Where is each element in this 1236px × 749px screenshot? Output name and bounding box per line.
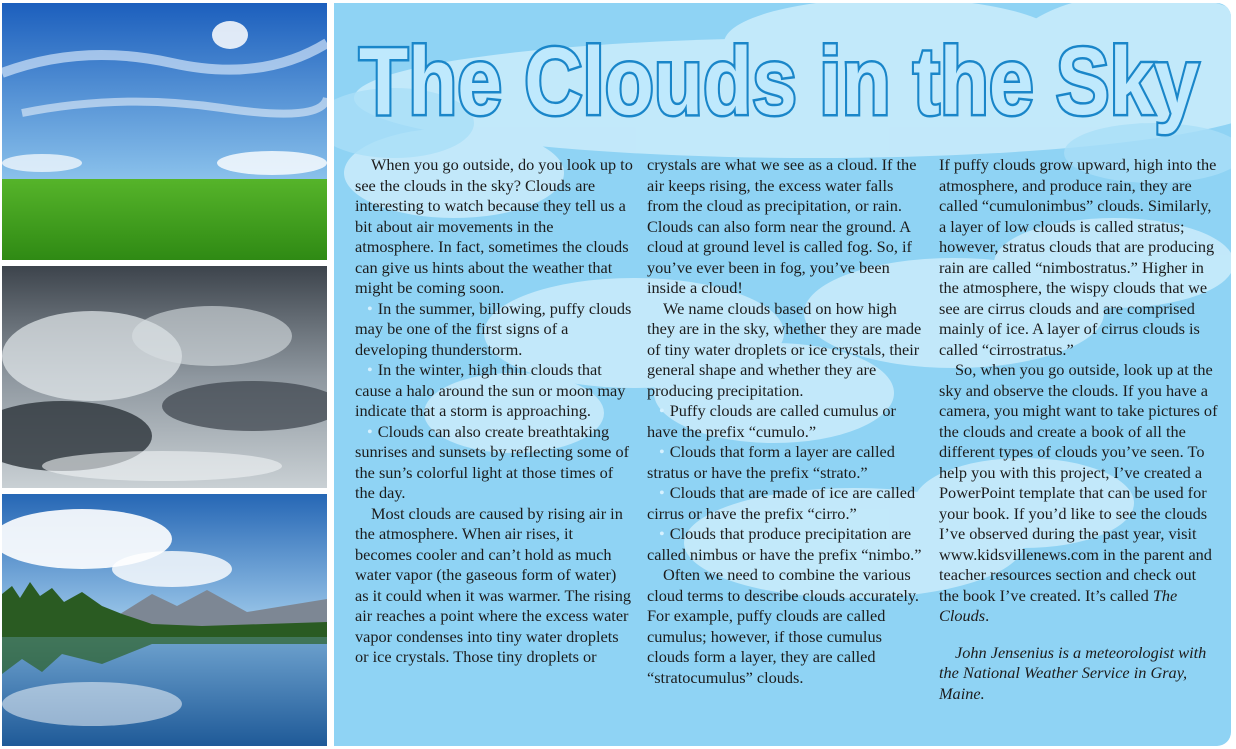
paragraph bbox=[355, 360, 633, 422]
paragraph-text: If puffy clouds grow upward, high into the atmosphere, and produce rain, they are called “cumulonimbus” clouds. Similarly, a layer of low clouds is called stratus; however, stratus clouds that are producing rain are called “nimbostratus.” Higher in the atmosphere, the wispy clouds that we see are cirrus clouds and are comprised mainly of ice. A layer of cirrus clouds is called “cirrostratus.” bbox=[939, 155, 1217, 359]
paragraph-text: Clouds that are made of ice are called cirrus or have the prefix “cirro.” bbox=[647, 483, 916, 523]
bullet-icon: • bbox=[659, 483, 665, 502]
book-title: The Clouds bbox=[939, 585, 1178, 625]
paragraph bbox=[647, 401, 927, 442]
bullet-icon: • bbox=[659, 442, 665, 461]
paragraph-text: In the winter, high thin clouds that cause a halo around the sun or moon may indicate that a storm is approaching. bbox=[355, 360, 626, 420]
paragraph bbox=[355, 422, 633, 504]
paragraph-text: Clouds that produce precipitation are called nimbus or have the prefix “nimbo.” bbox=[647, 524, 922, 564]
bullet-icon: • bbox=[659, 524, 665, 543]
paragraph-text: Often we need to combine the various cloud terms to describe clouds accurately. For example, puffy clouds are called cumulus; however, if those cumulus clouds form a layer, they are called “stratocumulus” clouds. bbox=[647, 565, 920, 687]
paragraph-text: In the summer, billowing, puffy clouds may be one of the first signs of a developing thunderstorm. bbox=[355, 298, 632, 359]
column-3 bbox=[939, 155, 1219, 704]
paragraph-text: Clouds that form a layer are called stratus or have the prefix “strato.” bbox=[647, 442, 895, 482]
column-1 bbox=[355, 155, 633, 668]
sentence-end: . bbox=[985, 606, 990, 625]
title-text: The Clouds in the Sky bbox=[359, 28, 1199, 135]
paragraph bbox=[647, 155, 927, 299]
paragraph-text: Most clouds are caused by rising air in the atmosphere. When air rises, it becomes cooler and can’t hold as much water vapor (the gaseous form of water) as it could when it was warmer. The rising air reaches a point where the excess water vapor condenses into tiny water droplets or ice crystals. Those tiny droplets or bbox=[355, 503, 631, 666]
photo-strip bbox=[0, 0, 330, 749]
paragraph bbox=[647, 442, 927, 483]
paragraph-text: Puffy clouds are called cumulus or have the prefix “cumulo.” bbox=[647, 401, 896, 441]
bullet-icon: • bbox=[367, 360, 373, 379]
paragraph bbox=[355, 504, 633, 668]
paragraph bbox=[355, 155, 633, 299]
paragraph-text: We name clouds based on how high they are in the sky, whether they are made of tiny water droplets or ice crystals, their general shape and whether they are producing precipitation. bbox=[647, 298, 922, 400]
paragraph bbox=[355, 299, 633, 361]
paragraph-text: Clouds can also create breathtaking sunrises and sunsets by reflecting some of the sun’s colorful light at those times of the day. bbox=[355, 421, 630, 502]
paragraph bbox=[647, 524, 927, 565]
photo-blue-sky-field bbox=[2, 3, 327, 260]
paragraph-text: So, when you go outside, look up at the sky and observe the clouds. If you have a camera, you might want to take pictures of the clouds and create a book of all the different types of clouds you’ve seen. To help you with this project, I’ve created a PowerPoint template that can be used for your book. If you’d like to see the clouds I’ve observed during the past year, visit www.kidsvillenews.com in the parent and teacher resources section and check out the book I’ve created. It’s called bbox=[939, 360, 1218, 605]
bullet-icon: • bbox=[367, 298, 373, 318]
paragraph bbox=[647, 483, 927, 524]
byline: John Jensenius is a meteorologist with the National Weather Service in Gray, Maine. bbox=[939, 642, 1207, 703]
paragraph-text: crystals are what we see as a cloud. If the air keeps rising, the excess water falls from the cloud as precipitation, or rain. Clouds can also form near the ground. A cloud at ground level is called fog. So, if you’ve ever been in fog, you’ve been inside a cloud! bbox=[647, 155, 917, 297]
page-title bbox=[334, 9, 1231, 149]
paragraph-text: When you go outside, do you look up to see the clouds in the sky? Clouds are interesting to watch because they tell us a bit about air movements in the atmosphere. In fact, sometimes the clouds can give us hints about the weather that might be coming soon. bbox=[355, 155, 633, 297]
article-panel bbox=[334, 3, 1231, 746]
bullet-icon: • bbox=[659, 401, 665, 420]
paragraph bbox=[939, 360, 1219, 627]
paragraph bbox=[647, 299, 927, 402]
photo-storm-clouds bbox=[2, 266, 327, 488]
paragraph bbox=[939, 155, 1219, 360]
bullet-icon: • bbox=[367, 421, 373, 441]
column-2 bbox=[647, 155, 927, 688]
photo-mountain-lake bbox=[2, 494, 327, 746]
paragraph bbox=[647, 565, 927, 688]
